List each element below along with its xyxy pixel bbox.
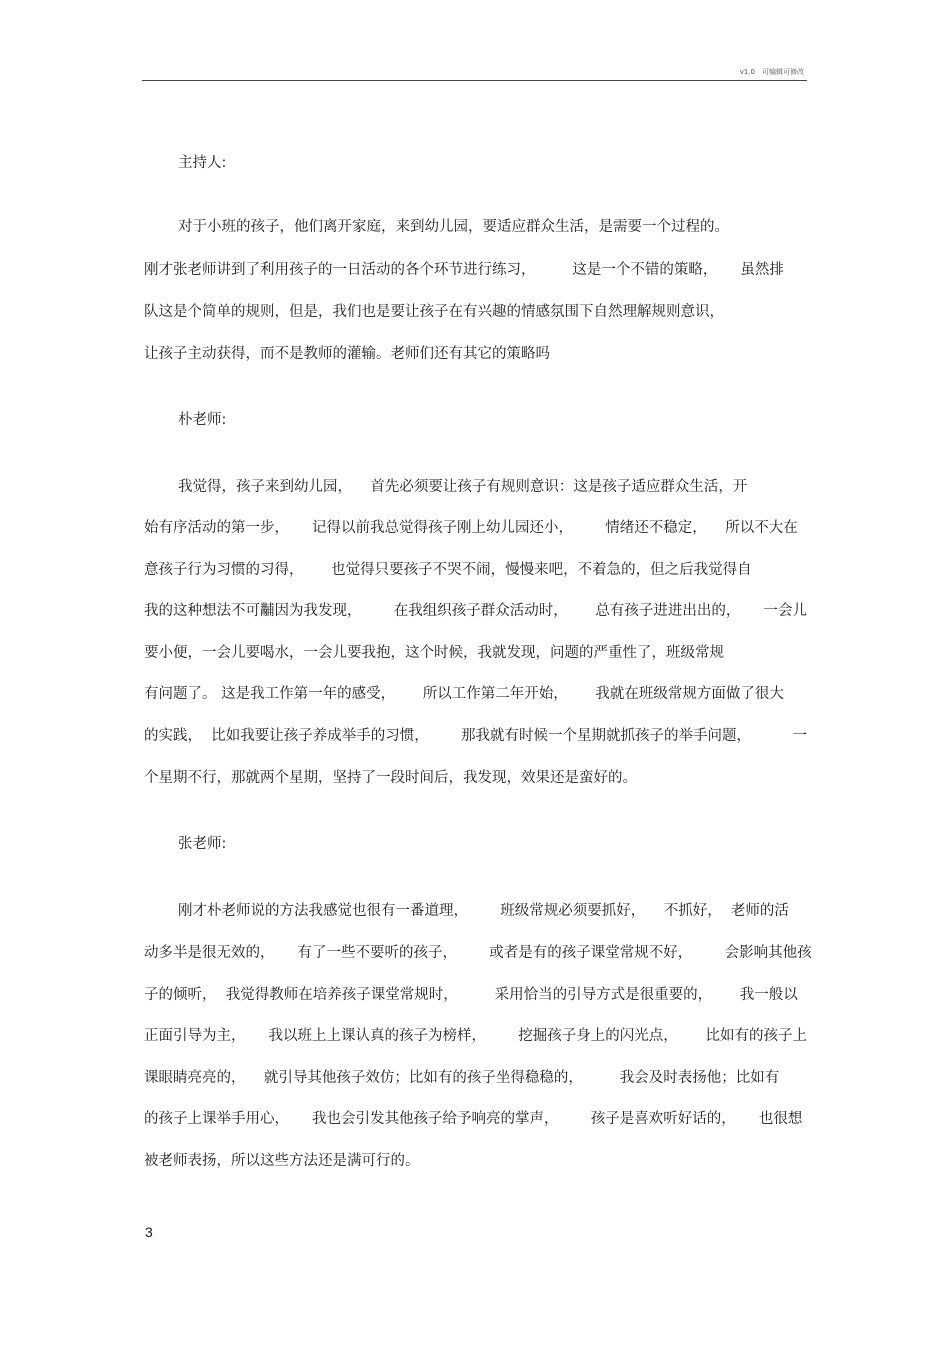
paragraph-line: 刚才张老师讲到了利用孩子的一日活动的各个环节进行练习， 这是一个不错的策略， 虽然排 (144, 262, 784, 278)
paragraph-line: 正面引导为主， 我以班上上课认真的孩子为榜样， 挖掘孩子身上的闪光点， 比如有的孩子上 (144, 1028, 807, 1044)
version-tag: v1.0 可编辑可修改 (739, 68, 804, 76)
paragraph-line: 对于小班的孩子，他们离开家庭，来到幼儿园，要适应群众生活，是需要一个过程的。 (178, 219, 729, 235)
paragraph-line: 被老师表扬，所以这些方法还是满可行的。 (144, 1153, 420, 1169)
page-number: 3 (145, 1224, 153, 1240)
paragraph-line: 课眼睛亮亮的， 就引导其他孩子效仿；比如有的孩子坐得稳稳的， 我会及时表扬他；比如有 (144, 1070, 780, 1086)
paragraph-line: 刚才朴老师说的方法我感觉也很有一番道理， 班级常规必须要抓好， 不抓好， 老师的活 (178, 903, 789, 919)
speaker-host: 主持人: (178, 155, 227, 171)
paragraph-line: 让孩子主动获得，而不是教师的灌输。老师们还有其它的策略吗 (144, 346, 550, 362)
paragraph-line: 要小便，一会儿要喝水，一会儿要我抱，这个时候，我就发现，问题的严重性了，班级常规 (144, 645, 724, 661)
speaker-teacher-pu: 朴老师: (178, 412, 227, 428)
paragraph-line: 始有序活动的第一步， 记得以前我总觉得孩子刚上幼儿园还小， 情绪还不稳定， 所以不大在 (144, 520, 798, 536)
paragraph-line: 我的这种想法不可黼因为我发现， 在我组织孩子群众活动时， 总有孩子进进出出的， 一会儿 (144, 603, 807, 619)
paragraph-line: 的实践， 比如我要让孩子养成举手的习惯， 那我就有时候一个星期就抓孩子的举手问题， 一 (144, 728, 807, 744)
paragraph-line: 有问题了。 这是我工作第一年的感受， 所以工作第二年开始， 我就在班级常规方面做了很大 (144, 686, 784, 702)
paragraph-line: 的孩子上课举手用心， 我也会引发其他孩子给予响亮的掌声， 孩子是喜欢听好话的， 也很想 (144, 1111, 803, 1127)
paragraph-line: 个星期不行，那就两个星期，坚持了一段时间后，我发现，效果还是蛮好的。 (144, 770, 637, 786)
paragraph-line: 动多半是很无效的， 有了一些不要听的孩子， 或者是有的孩子课堂常规不好， 会影响其他孩 (144, 945, 812, 961)
paragraph-line: 意孩子行为习惯的习得， 也觉得只要孩子不哭不闹，慢慢来吧，不着急的，但之后我觉得自 (144, 562, 752, 578)
speaker-teacher-zhang: 张老师: (178, 836, 227, 852)
header-rule (142, 80, 807, 81)
paragraph-line: 队这是个简单的规则，但是，我们也是要让孩子在有兴趣的情感氛围下自然理解规则意识， (144, 304, 724, 320)
paragraph-line: 子的倾听， 我觉得教师在培养孩子课堂常规时， 采用恰当的引导方式是很重要的， 我一般以 (144, 987, 798, 1003)
paragraph-line: 我觉得，孩子来到幼儿园， 首先必须要让孩子有规则意识：这是孩子适应群众生活，开 (178, 479, 748, 495)
